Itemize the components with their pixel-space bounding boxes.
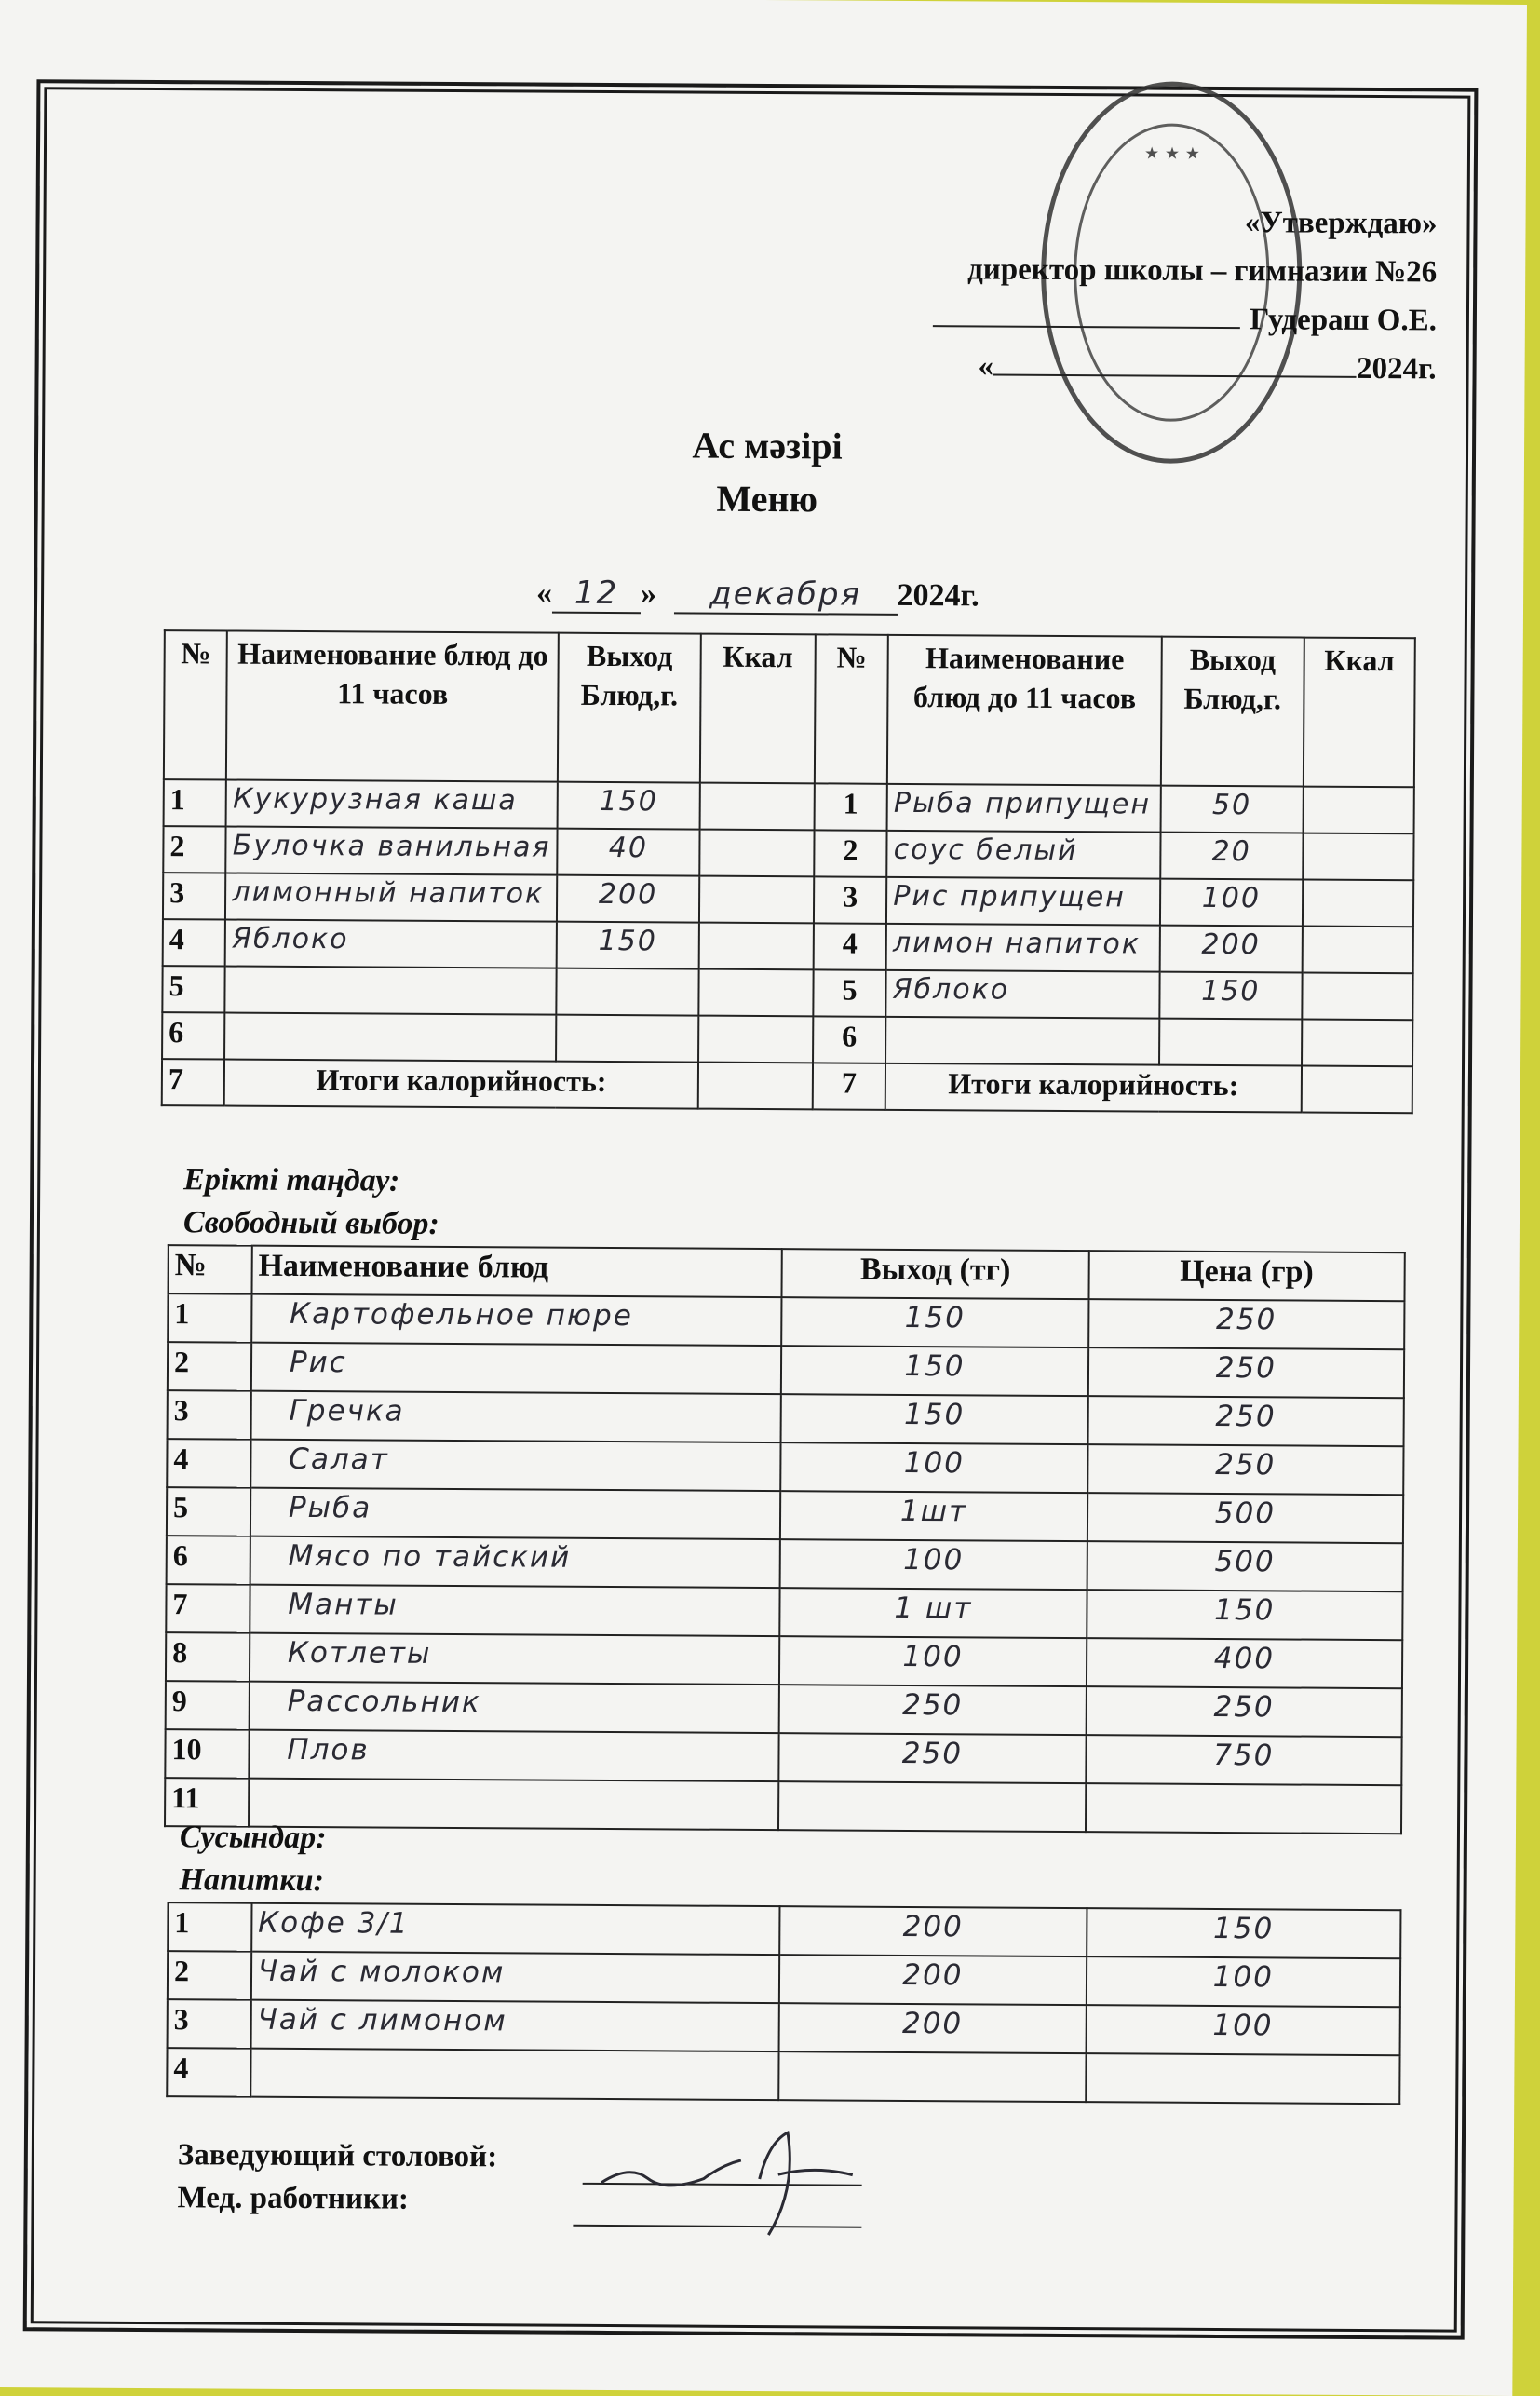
dish-kcal — [699, 830, 814, 877]
free-choice-row — [167, 1487, 1403, 1543]
dish-output: 100 — [780, 1539, 1087, 1590]
header-num: № — [164, 630, 227, 779]
dish-output: 100 — [780, 1442, 1087, 1493]
row-number: 3 — [168, 1390, 251, 1440]
dish-kcal — [1303, 880, 1414, 927]
row-number: 4 — [163, 919, 226, 966]
free-choice-row — [168, 1293, 1404, 1349]
row-number: 6 — [162, 1012, 225, 1059]
dish-output: 50 — [1160, 786, 1303, 833]
fc-header-name: Наименование блюд — [251, 1246, 782, 1297]
dish-output — [556, 968, 698, 1016]
row-number: 4 — [813, 923, 886, 969]
dish-output: 1шт — [780, 1491, 1087, 1541]
dish-name: лимон напиток — [886, 924, 1160, 972]
dish-price: 250 — [1087, 1396, 1404, 1446]
approval-line3: Гудераш О.Е. — [933, 293, 1437, 345]
row-number: 5 — [162, 966, 225, 1012]
dish-price: 500 — [1087, 1493, 1404, 1543]
dish-price: 250 — [1086, 1686, 1402, 1737]
header-output: Выход Блюд,г. — [1161, 637, 1304, 787]
menu-date: « 12 » декабря 2024г. — [536, 575, 979, 616]
dish-name: соус белый — [886, 831, 1160, 879]
dish-kcal — [1302, 973, 1413, 1021]
breakfast-header-row — [164, 630, 1415, 787]
canteen-head-label: Заведующий столовой: — [177, 2138, 498, 2174]
dish-price: 750 — [1086, 1735, 1402, 1785]
drink-price: 100 — [1086, 2005, 1400, 2055]
breakfast-row — [163, 826, 1413, 880]
row-number: 1 — [168, 1902, 251, 1952]
free-choice-row — [167, 1536, 1403, 1591]
dish-name — [224, 1012, 556, 1061]
row-number: 2 — [168, 1951, 251, 2000]
row-number: 7 — [813, 1063, 886, 1109]
row-number: 5 — [813, 969, 886, 1016]
free-choice-row — [168, 1390, 1404, 1446]
drink-name: Чай с молоком — [251, 1952, 780, 2003]
row-number: 2 — [163, 826, 226, 873]
row-number: 6 — [167, 1536, 250, 1585]
dish-name: Яблоко — [225, 919, 557, 968]
dish-output: 150 — [781, 1297, 1088, 1347]
title-ru: Меню — [716, 477, 818, 521]
free-choice-row — [165, 1729, 1401, 1785]
dish-output: 250 — [779, 1685, 1087, 1735]
breakfast-row — [163, 873, 1413, 927]
date-day: 12 — [552, 575, 641, 615]
row-number: 1 — [168, 1293, 251, 1343]
breakfast-row — [162, 966, 1412, 1020]
dish-name: Рассольник — [249, 1682, 779, 1733]
drink-output — [778, 2051, 1086, 2102]
dish-kcal — [699, 783, 814, 831]
drinks-heading-ru: Напитки: — [179, 1862, 324, 1899]
fc-header-output: Выход (тг) — [782, 1249, 1089, 1299]
seal-text: ★ ★ ★ — [1143, 143, 1200, 164]
dish-output: 150 — [557, 922, 699, 969]
dish-name — [885, 1017, 1159, 1065]
dish-name: Мясо по тайский — [250, 1536, 780, 1588]
drink-row — [168, 1951, 1400, 2007]
free-choice-row — [166, 1584, 1402, 1640]
dish-output: 200 — [557, 875, 699, 923]
dish-output: 1 шт — [780, 1588, 1087, 1638]
dish-name: Рис припущен — [886, 877, 1160, 926]
dish-price: 250 — [1088, 1299, 1405, 1349]
dish-price: 150 — [1087, 1590, 1403, 1640]
row-number: 7 — [162, 1059, 225, 1105]
row-number: 1 — [814, 783, 887, 830]
dish-output — [1159, 1019, 1302, 1066]
dish-name: Кукурузная каша — [226, 779, 558, 828]
approval-line2: директор школы – гимназии №26 — [967, 252, 1438, 290]
dish-kcal — [1303, 833, 1414, 881]
dish-output: 100 — [1160, 879, 1303, 927]
dish-name: Манты — [250, 1585, 780, 1636]
dish-name: Яблоко — [886, 970, 1160, 1019]
dish-price: 250 — [1088, 1347, 1405, 1398]
dish-output: 150 — [781, 1346, 1088, 1396]
breakfast-total-row — [162, 1059, 1412, 1113]
handwritten-signature — [582, 2122, 890, 2264]
drink-output: 200 — [779, 1906, 1087, 1956]
total-calories-label: Итоги калорийность: — [224, 1059, 698, 1108]
free-choice-row — [166, 1681, 1402, 1737]
header-kcal: Ккал — [1303, 638, 1414, 788]
drinks-table — [166, 1902, 1401, 2105]
dish-kcal — [698, 923, 813, 970]
drink-price: 100 — [1086, 1956, 1400, 2007]
dish-output: 150 — [781, 1394, 1088, 1444]
dish-name: Рыба — [250, 1488, 781, 1539]
date-month: декабря — [673, 575, 897, 615]
drink-name: Чай с лимоном — [250, 2000, 779, 2051]
free-choice-table — [164, 1244, 1406, 1834]
free-choice-row — [168, 1342, 1404, 1398]
dish-name: Картофельное пюре — [251, 1294, 782, 1346]
dish-name: Гречка — [250, 1391, 781, 1442]
row-number: 9 — [166, 1681, 250, 1730]
dish-output — [556, 1015, 698, 1063]
row-number: 7 — [166, 1584, 250, 1633]
free-choice-row — [167, 1439, 1403, 1495]
drink-name: Кофе 3/1 — [251, 1903, 780, 1955]
dish-name — [225, 966, 557, 1014]
dish-price: 500 — [1087, 1541, 1403, 1591]
row-number: 5 — [167, 1487, 250, 1536]
dish-name: Плов — [249, 1730, 779, 1781]
dish-kcal — [698, 1016, 813, 1063]
dish-name: Салат — [250, 1440, 781, 1491]
dish-kcal — [1302, 1020, 1413, 1067]
breakfast-row — [162, 1012, 1412, 1066]
dish-name: Рыба припущен — [887, 784, 1161, 833]
header-output: Выход Блюд,г. — [558, 633, 701, 783]
drink-name — [250, 2049, 779, 2100]
fc-header-num: № — [169, 1245, 252, 1294]
total-calories-label: Итоги калорийность: — [885, 1063, 1302, 1113]
free-choice-row — [166, 1632, 1402, 1688]
dish-name: Булочка ванильная — [226, 826, 558, 874]
drink-row — [168, 1999, 1400, 2055]
fc-header-price: Цена (гр) — [1088, 1251, 1405, 1301]
row-number: 2 — [168, 1342, 251, 1391]
approval-block — [933, 196, 1438, 393]
header-name: Наименование блюд до 11 часов — [226, 630, 559, 781]
dish-output: 100 — [779, 1636, 1087, 1686]
row-number: 3 — [168, 1999, 251, 2049]
free-choice-heading-ru: Свободный выбор: — [182, 1205, 439, 1241]
drink-price — [1086, 2053, 1400, 2104]
row-number: 8 — [166, 1632, 250, 1682]
drink-output: 200 — [779, 2003, 1087, 2053]
dish-name: Котлеты — [250, 1633, 780, 1685]
header-num: № — [815, 634, 888, 783]
approval-line1: «Утверждаю» — [1244, 206, 1438, 241]
dish-name: лимонный напиток — [225, 873, 557, 921]
breakfast-row — [163, 919, 1413, 973]
dish-output: 200 — [1160, 926, 1303, 973]
dish-output — [778, 1781, 1086, 1832]
dish-name — [249, 1779, 779, 1830]
dish-name: Рис — [251, 1343, 782, 1394]
row-number: 1 — [164, 779, 227, 826]
row-number: 2 — [814, 830, 887, 876]
drinks-heading-kz: Сусындар: — [179, 1820, 327, 1856]
dish-output: 20 — [1160, 833, 1303, 880]
dish-output: 40 — [557, 829, 699, 876]
dish-price — [1086, 1783, 1402, 1834]
dish-kcal — [1303, 787, 1414, 834]
medical-staff-label: Мед. работники: — [177, 2181, 410, 2216]
row-number: 4 — [167, 1439, 250, 1488]
row-number: 4 — [167, 2048, 250, 2097]
free-choice-row — [165, 1778, 1401, 1834]
dish-kcal — [1302, 927, 1413, 974]
approval-line4: « 2024г. — [978, 349, 1437, 386]
free-choice-heading-kz: Ерікті таңдау: — [183, 1162, 400, 1198]
dish-output: 150 — [1159, 972, 1302, 1020]
header-name: Наименование блюд до 11 часов — [887, 635, 1162, 786]
row-number: 10 — [165, 1729, 249, 1779]
row-number: 3 — [814, 876, 887, 923]
drink-row — [167, 2048, 1399, 2104]
dish-output: 250 — [779, 1733, 1087, 1783]
row-number: 6 — [813, 1016, 886, 1063]
row-number: 11 — [165, 1778, 249, 1827]
dish-price: 250 — [1087, 1444, 1404, 1495]
total-calories-value — [698, 1063, 813, 1110]
dish-kcal — [699, 876, 814, 924]
dish-price: 400 — [1087, 1638, 1403, 1688]
breakfast-table — [161, 629, 1416, 1114]
header-kcal: Ккал — [700, 634, 816, 784]
row-number: 3 — [163, 873, 226, 919]
dish-kcal — [698, 969, 813, 1017]
drink-price: 150 — [1087, 1908, 1401, 1958]
dish-output: 150 — [558, 782, 700, 830]
breakfast-row — [164, 779, 1414, 833]
drink-row — [168, 1902, 1400, 1958]
drink-output: 200 — [779, 1955, 1087, 2005]
total-calories-value — [1301, 1066, 1412, 1114]
title-kz: Ас мәзірі — [692, 424, 843, 467]
free-choice-header-row — [169, 1245, 1405, 1301]
